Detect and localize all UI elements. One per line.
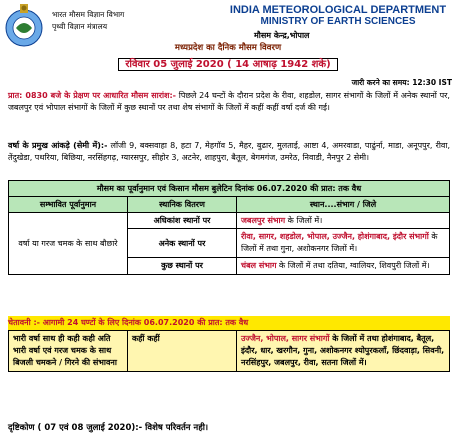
issued-time: जारी करने का समय: 12:30 IST: [351, 78, 452, 87]
forecast-dist: कुछ स्थानों पर: [128, 258, 237, 275]
warning-places: [237, 331, 450, 372]
rain-data-text: लॉजी 9, बक्सवाहा 8, हटा 7, मेहगॉव 5, मैहर, बुढार, मुलताई, आष्टा 4, अमरवाडा, पाढुंर्ना, माडा, अनूपपुर, रीवा, तेंदुखेडा, पथरिया, बिछिया, नरसिंहगढ़, ग्यारसपुर, सीहोर 3, अटनेर, शाहपुरा, बैतूल, बेगमगंज, उमरेठ, निवाडी, नैनपुर 2 सेमी।: [8, 141, 450, 162]
title-en-line1: INDIA METEOROLOGICAL DEPARTMENT: [229, 4, 447, 16]
date-text: रविवार 05 जुलाई 2020 ( 14 आषाढ़ 1942 शके): [118, 58, 337, 71]
forecast-places: [237, 258, 450, 275]
summary-lead: प्रात: 0830 बजे के प्रेक्षण पर आधारित मौसम सारांश:-: [8, 91, 176, 100]
forecast-event: वर्षा या गरज चमक के साथ बौछारे: [9, 213, 128, 275]
forecast-table: [8, 180, 450, 275]
places-rest: के जिलों में तथा दतिया, ग्वालियर, शिवपुरी जिलों में।: [276, 261, 430, 270]
places-red: उज्जैन, भोपाल, सागर संभागों: [241, 334, 330, 343]
forecast-col-header: स्थानिक वितरण: [128, 197, 237, 213]
center-name: मौसम केन्द्र,भोपाल: [254, 31, 310, 40]
warning-dist: कहीं कहीं: [128, 331, 237, 372]
date-line: [0, 56, 456, 70]
places-rest: के जिलों में।: [285, 216, 323, 225]
forecast-dist: अधिकांश स्थानों पर: [128, 213, 237, 229]
forecast-dist: अनेक स्थानों पर: [128, 229, 237, 258]
warning-table: [8, 330, 450, 372]
title-en-line2: MINISTRY OF EARTH SCIENCES: [260, 16, 416, 27]
title-english: [228, 4, 448, 28]
dept-hindi-line2: पृथ्वी विज्ञान मंत्रालय: [52, 22, 108, 31]
forecast-col-header: सम्भावित पूर्वानुमान: [9, 197, 128, 213]
summary-text: पिछले 24 घन्टों के दौरान प्रदेश के रीवा, शहडोल, सागर संभागों के जिलों में अनेक स्थानों पर, जबलपुर एवं भोपाल संभागों के जिलों में कुछ स्थानों पर तथा शेष संभागों के जिलों में कहीं कहीं वर्षा दर्ज की गई।: [8, 91, 450, 112]
places-red: रीवा, सागर, शहडोल, भोपाल, उज्जैन, होशंगाबाद, इंदौर संभागों: [241, 232, 429, 241]
outlook-text: दृष्टिकोण ( 07 एवं 08 जुलाई 2020):- विशेष परिवर्तन नही।: [8, 423, 209, 433]
places-rest: के जिलों में तथा गुना, अशोकनगर जिलों में।: [241, 232, 438, 253]
forecast-places: [237, 229, 450, 258]
rain-data-paragraph: [8, 140, 450, 164]
summary-paragraph: [8, 90, 450, 114]
forecast-col-header: स्थान....संभाग / जिले: [237, 197, 450, 213]
forecast-title: मौसम का पूर्वानुमान एवं किसान मौसम बुलेटिन दिनांक 06.07.2020 की प्रात: तक वैध: [9, 181, 450, 197]
dept-hindi-line1: भारत मौसम विज्ञान विभाग: [52, 10, 125, 19]
warning-event: भारी वर्षा साथ ही कही कही अति भारी वर्षा एवं गरज चमक के साथ बिजली चमकने / गिरने की संभावना: [9, 331, 128, 372]
table-row: [9, 331, 450, 372]
table-row: [9, 213, 450, 229]
rain-data-lead: वर्षा के प्रमुख आंकड़े (सेमी में):-: [8, 141, 108, 150]
bulletin-title: मध्यप्रदेश का दैनिक मौसम विवरण: [174, 43, 282, 53]
forecast-places: [237, 213, 450, 229]
warning-title: चेतावनी :- आगामी 24 घण्टों के लिए दिनांक 06.07.2020 की प्रात: तक वैध: [8, 316, 450, 330]
places-rest: के जिलों में तथा होशंगाबाद, बैतूल, इंदौर, धार, खरगौन, गुना, अशोकनगर श्योपुरकलाँ, छिंदवाड़ा, सिवनी, नरसिंहपुर, जबलपुर, रीवा, सतना जिलों में।: [241, 334, 445, 367]
places-red: जबलपुर संभाग: [241, 216, 286, 225]
places-red: चंबल संभाग: [241, 261, 277, 270]
